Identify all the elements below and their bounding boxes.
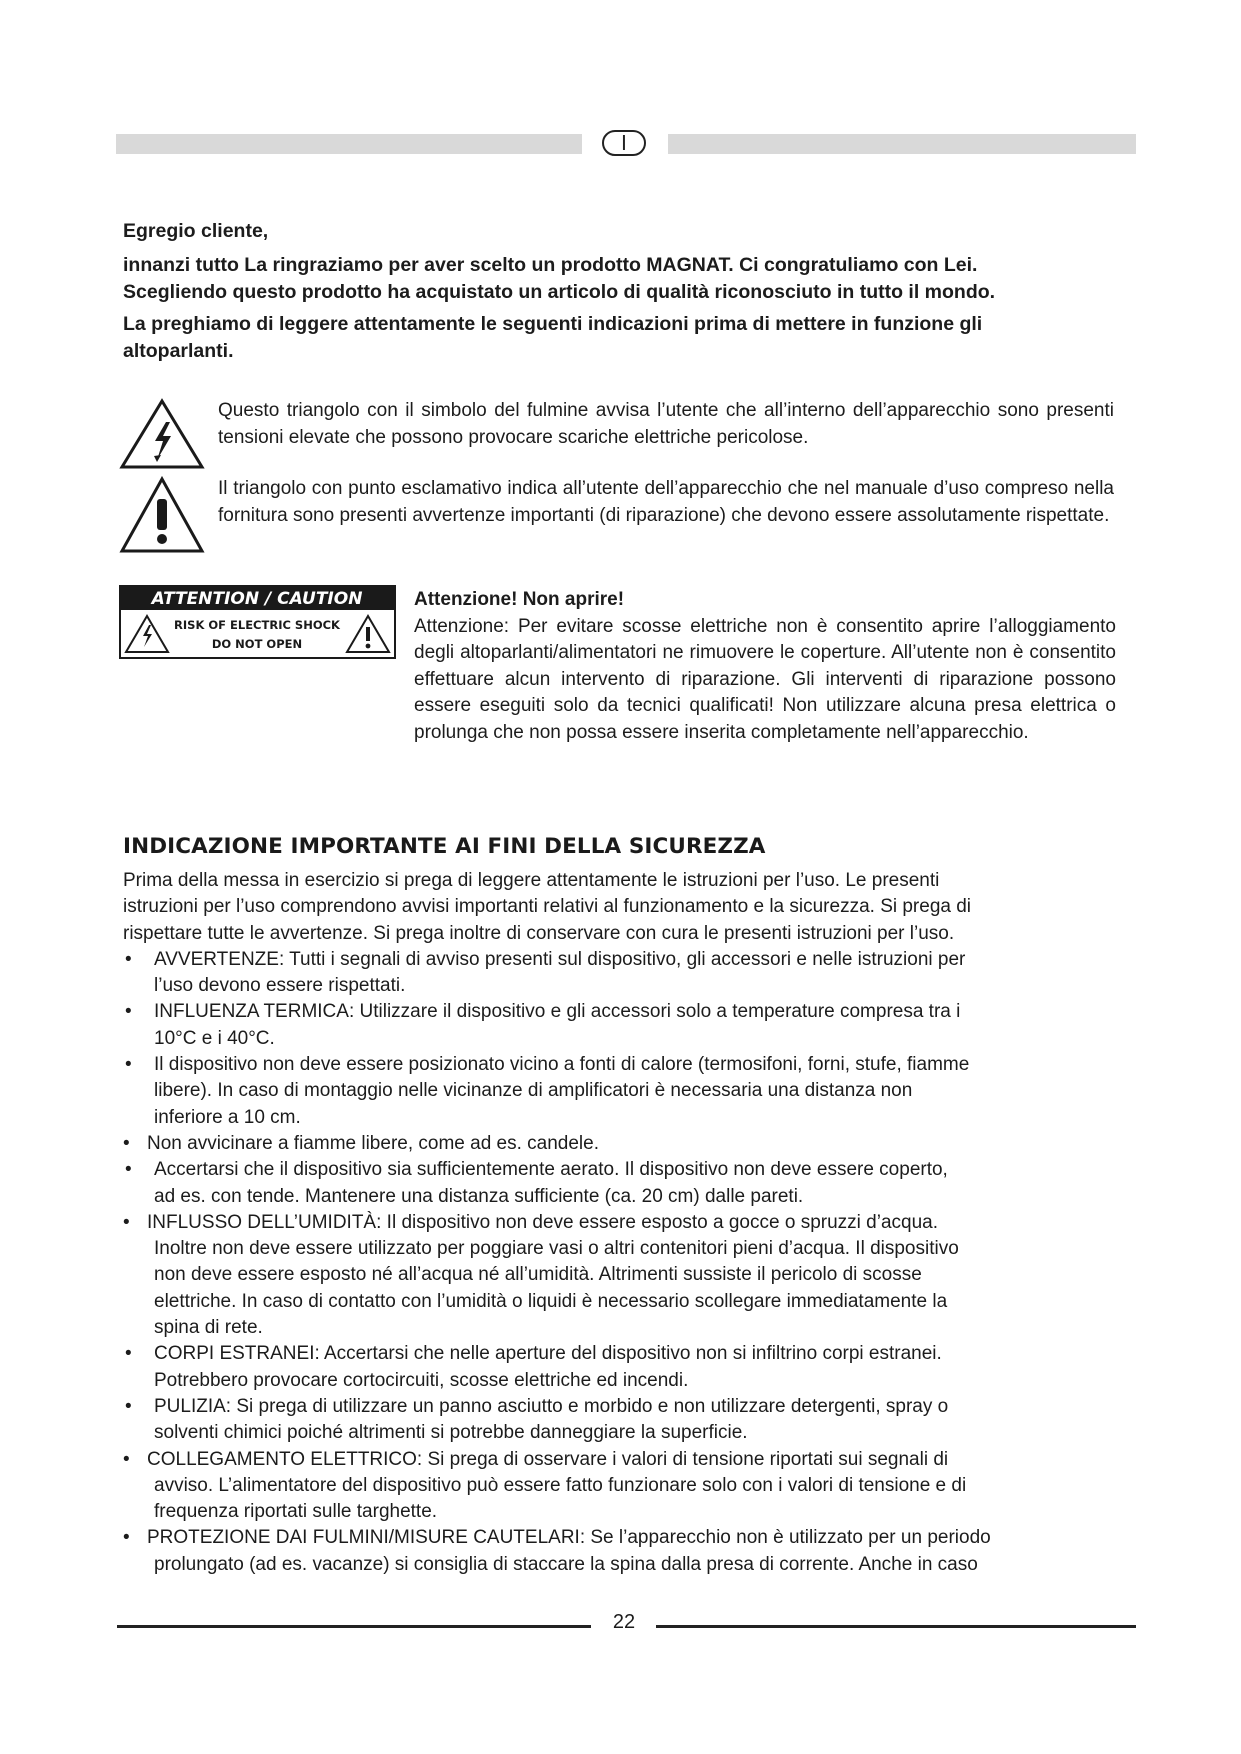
caution-body: Attenzione: Per evitare scosse elettriche non è consentito aprire l’alloggiamento degli altoparlanti/alimentatori ne rimuovere le coperture. All’utente non è consentito effettuare alcun intervento di riparazione. Gli interventi di riparazione possono essere eseguiti solo da tecnici qualificati! Non utilizzare alcuna presa elettrica o prolunga che non possa essere inserita completamente nell’apparecchio.: [414, 615, 1116, 743]
header-bar-left: [116, 134, 582, 154]
intro-line-2: Scegliendo questo prodotto ha acquistato un articolo di qualità riconosciuto in tutto il mondo.: [123, 281, 996, 303]
safety-intro-line-1: Prima della messa in esercizio si prega di leggere attentamente le istruzioni per l’uso. Le presenti: [123, 870, 940, 891]
caution-label-title: ATTENTION / CAUTION: [151, 589, 363, 609]
list-item: • PROTEZIONE DAI FULMINI/MISURE CAUTELARI: Se l’apparecchio non è utilizzato per un periodo prolungato (ad es. vacanze) si consiglia di staccare la spina dalla presa di corrente. Anche in caso: [123, 1527, 991, 1575]
list-item: • INFLUENZA TERMICA: Utilizzare il dispositivo e gli accessori solo a temperature compresa tra i 10°C e i 40°C.: [123, 999, 1123, 1052]
safety-section-body: [123, 868, 1123, 1578]
lightning-triangle-icon: [119, 398, 205, 470]
footer-rule-right: [656, 1625, 1136, 1628]
language-badge: I: [602, 130, 646, 156]
caution-text-block: [414, 587, 1116, 746]
safety-section-title: INDICAZIONE IMPORTANTE AI FINI DELLA SICUREZZA: [123, 834, 766, 859]
list-item: • Accertarsi che il dispositivo sia sufficientemente aerato. Il dispositivo non deve essere coperto, ad es. con tende. Mantenere una distanza sufficiente (ca. 20 cm) dalle pareti.: [123, 1157, 1123, 1210]
list-item: • COLLEGAMENTO ELETTRICO: Si prega di osservare i valori di tensione riportati sui segnali di avviso. L’alimentatore del dispositivo può essere fatto funzionare solo con i valori di tensione e di frequenza riportati sulle targhette.: [123, 1448, 967, 1523]
header-bar-right: [668, 134, 1136, 154]
exclamation-triangle-icon: [119, 476, 205, 556]
caution-label-line1: RISK OF ELECTRIC SHOCK: [174, 618, 340, 632]
caution-label-image: [119, 585, 396, 659]
intro-paragraph-1: [123, 252, 1083, 306]
intro-line-1: innanzi tutto La ringraziamo per aver scelto un prodotto MAGNAT. Ci congratuliamo con Lei.: [123, 254, 978, 276]
list-item: • PULIZIA: Si prega di utilizzare un panno asciutto e morbido e non utilizzare detergenti, spray o solventi chimici poiché altrimenti si potrebbe danneggiare la superficie.: [123, 1394, 1123, 1447]
list-item: • CORPI ESTRANEI: Accertarsi che nelle aperture del dispositivo non si infiltrino corpi estranei. Potrebbero provocare cortocircuiti, scosse elettriche ed incendi.: [123, 1341, 1123, 1394]
list-item: • INFLUSSO DELL’UMIDITÀ: Il dispositivo non deve essere esposto a gocce o spruzzi d’acqua. Inoltre non deve essere utilizzato per poggiare vasi o altri contenitori pieni d’acqua. Il dispositivo non deve essere esposto né all’acqua né all’umidità. Altrimenti sussiste il pericolo di scosse elettriche. In caso di contatto con l’umidità o liquidi è necessario scollegare immediatamente la spina di rete.: [123, 1211, 959, 1339]
footer-rule-left: [117, 1625, 591, 1628]
intro-block: [123, 218, 1083, 365]
caution-heading: Attenzione! Non aprire!: [414, 589, 625, 610]
list-item: • AVVERTENZE: Tutti i segnali di avviso presenti sul dispositivo, gli accessori e nelle istruzioni per l’uso devono essere rispettati.: [123, 947, 1123, 1000]
intro-paragraph-2: La preghiamo di leggere attentamente le seguenti indicazioni prima di mettere in funzione gli altoparlanti.: [123, 313, 983, 362]
greeting: Egregio cliente,: [123, 220, 269, 242]
list-item: • Il dispositivo non deve essere posizionato vicino a fonti di calore (termosifoni, forni, stufe, fiamme libere). In caso di montaggio nelle vicinanze di amplificatori è necessaria una distanza non inferiore a 10 cm.: [123, 1052, 1123, 1131]
header-band: [116, 131, 1136, 157]
safety-bullet-list: [123, 947, 1123, 1578]
safety-intro-line-3: rispettare tutte le avvertenze. Si prega inoltre di conservare con cura le presenti istruzioni per l’uso.: [123, 922, 955, 944]
caution-label-line2: DO NOT OPEN: [211, 637, 303, 651]
lightning-warning-text: Questo triangolo con il simbolo del fulmine avvisa l’utente che all’interno dell’apparecchio sono presenti tensioni elevate che possono provocare scariche elettriche pericolose.: [218, 400, 1114, 448]
safety-intro: [123, 868, 1123, 947]
list-item: • Non avvicinare a fiamme libere, come ad es. candele.: [123, 1132, 600, 1154]
page-number: 22: [612, 1611, 636, 1633]
safety-intro-line-2: istruzioni per l’uso comprendono avvisi importanti relativi al funzionamento e la sicurezza. Si prega di: [123, 896, 972, 918]
exclamation-warning-text: Il triangolo con punto esclamativo indica all’utente dell’apparecchio che nel manuale d’uso compreso nella fornitura sono presenti avvertenze importanti (di riparazione) che devono essere assolutamente rispettate.: [218, 478, 1114, 526]
